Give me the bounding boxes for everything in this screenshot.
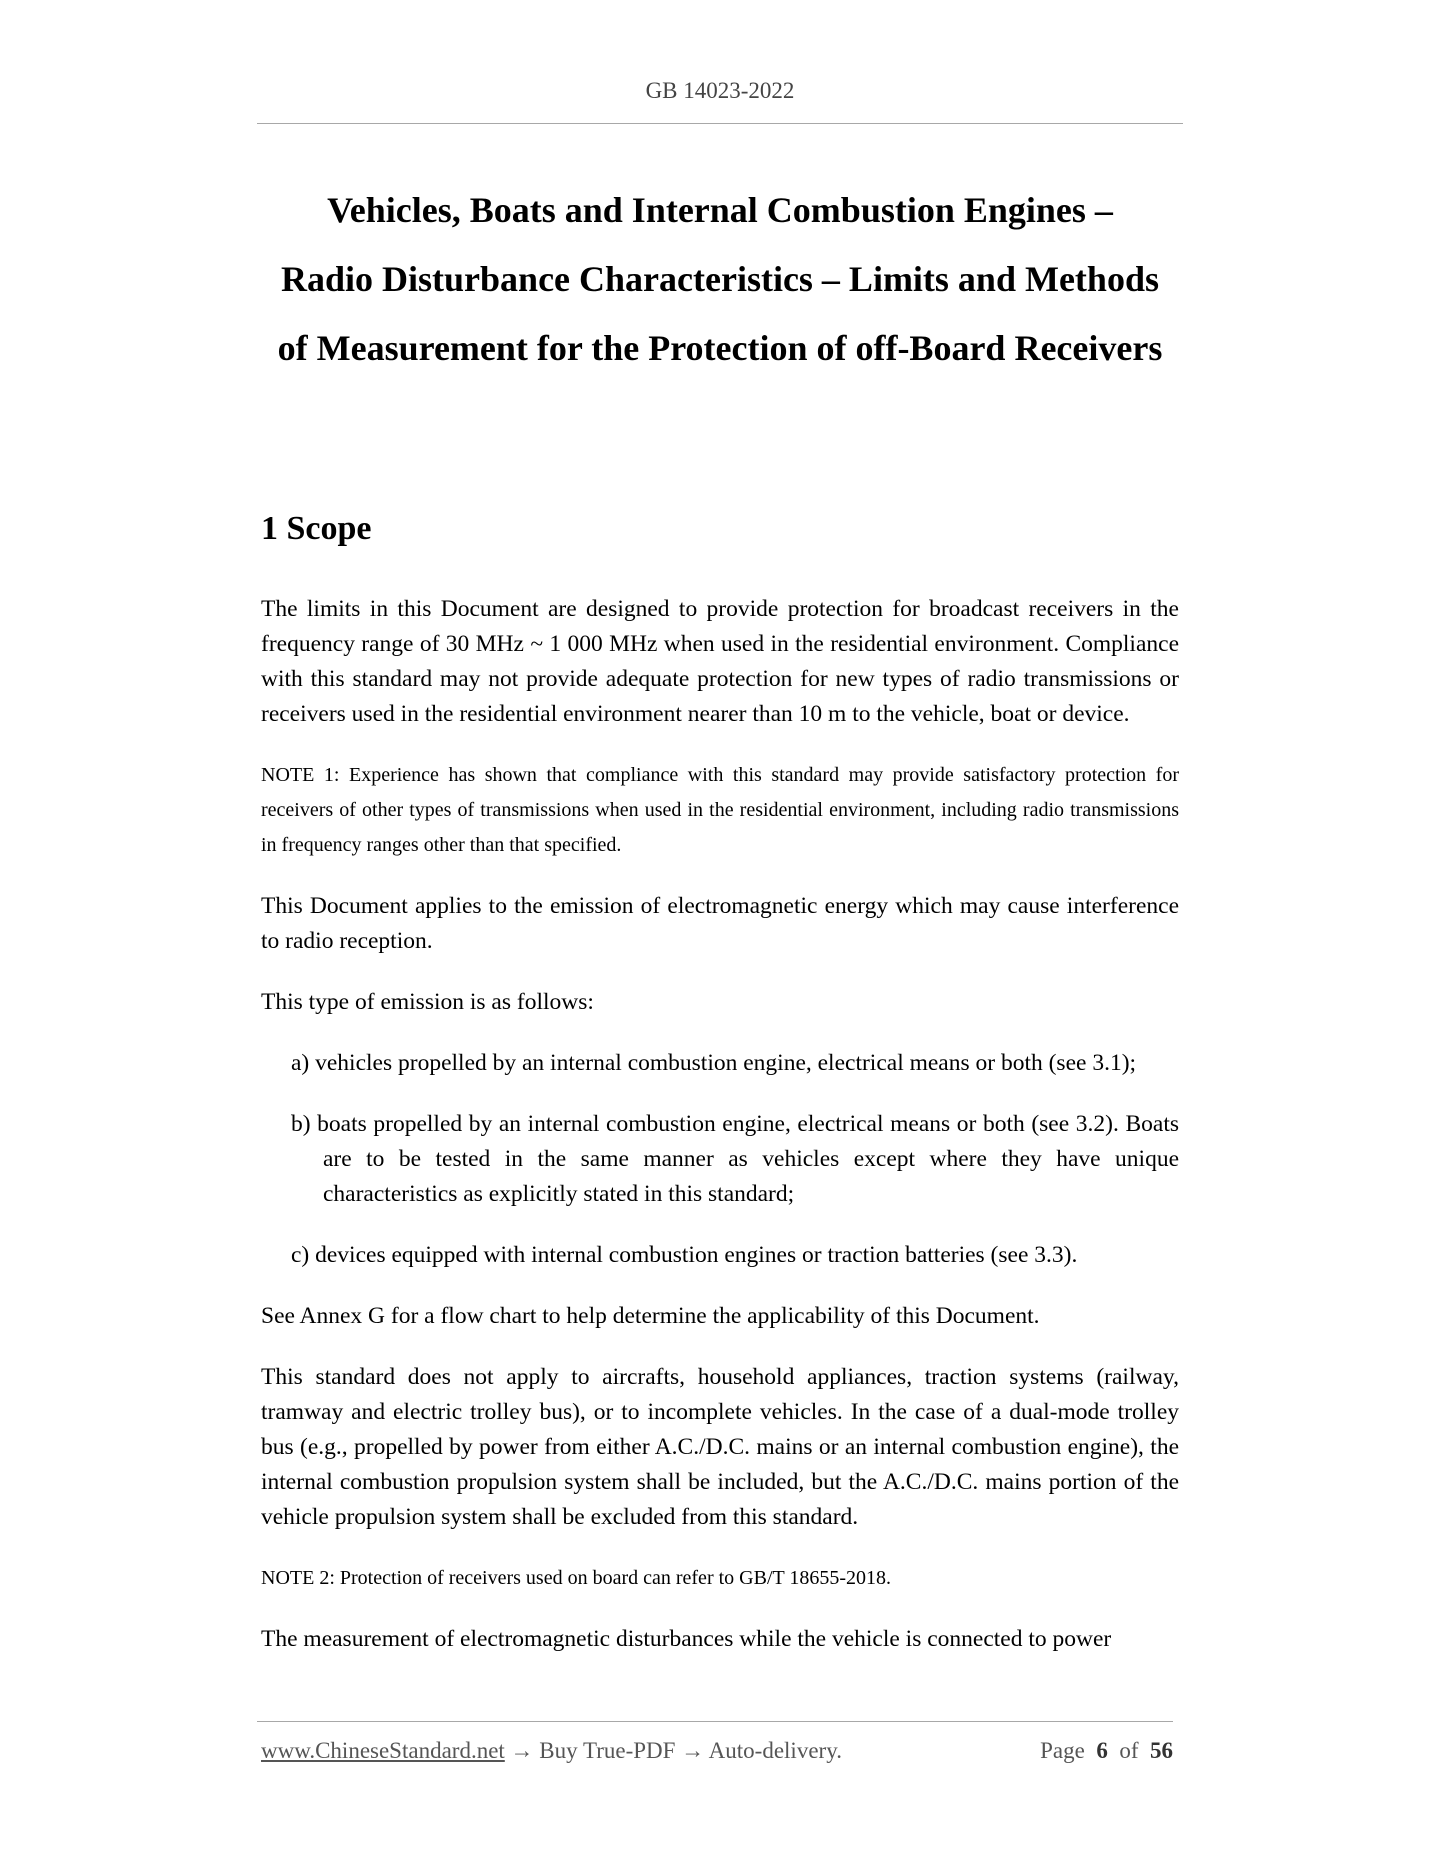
paragraph-limits: The limits in this Document are designed to provide protection for broadcast receivers in the frequency range of 30 MHz ~ 1 000 MHz when used in the residential environment. Compliance with this standard may not provide adequate protection for new types of radio transmissions or receivers used in the residential environment nearer than 10 m to the vehicle, boat or device. [261, 596, 1179, 727]
website-link[interactable]: www.ChineseStandard.net [261, 1738, 505, 1763]
note-2: NOTE 2: Protection of receivers used on board can refer to GB/T 18655-2018. [261, 1567, 892, 1589]
page-current: 6 [1096, 1738, 1108, 1763]
page-of: of [1119, 1738, 1139, 1763]
paragraph-annex-g: See Annex G for a flow chart to help determine the applicability of this Document. [261, 1303, 1040, 1329]
footer-divider [257, 1721, 1173, 1722]
arrow-right-icon: → [510, 1738, 534, 1763]
page-footer [261, 1738, 1173, 1764]
page-total: 56 [1150, 1738, 1173, 1763]
buy-pdf-text: Buy True-PDF [539, 1738, 676, 1763]
note-1: NOTE 1: Experience has shown that compliance with this standard may provide satisfactory protection for receivers of other types of transmissions when used in the residential environment, including radio transmissions in frequency ranges other than that specified. [261, 764, 1179, 856]
title-line-1: Vehicles, Boats and Internal Combustion Engines – [327, 190, 1113, 230]
auto-delivery-text: Auto-delivery. [708, 1738, 842, 1763]
page-label: Page [1040, 1738, 1085, 1763]
page-header [257, 78, 1183, 104]
title-line-2: Radio Disturbance Characteristics – Limits and Methods [281, 259, 1159, 299]
paragraph-emission-type: This type of emission is as follows: [261, 989, 594, 1015]
title-line-3: of Measurement for the Protection of off-Board Receivers [277, 328, 1163, 368]
section-heading-scope: 1 Scope [261, 510, 372, 547]
section-body [261, 592, 1179, 1683]
list-item-c: c) devices equipped with internal combustion engines or traction batteries (see 3.3). [291, 1242, 1078, 1268]
list-item-a: a) vehicles propelled by an internal combustion engine, electrical means or both (see 3.1); [291, 1050, 1137, 1076]
footer-promo [261, 1738, 842, 1764]
paragraph-exclusions: This standard does not apply to aircrafts, household appliances, traction systems (railway, tramway and electric trolley bus), or to incomplete vehicles. In the case of a dual-mode trolley bus (e.g., propelled by power from either A.C./D.C. mains or an internal combustion engine), the internal combustion propulsion system shall be included, but the A.C./D.C. mains portion of the vehicle propulsion system shall be excluded from this standard. [261, 1364, 1179, 1530]
header-divider [257, 123, 1183, 124]
standard-number: GB 14023-2022 [645, 78, 795, 103]
paragraph-measurement: The measurement of electromagnetic disturbances while the vehicle is connected to power [261, 1626, 1112, 1652]
list-item-b: b) boats propelled by an internal combustion engine, electrical means or both (see 3.2). Boats are to be tested in the same manner as vehicles except where they have unique characteristics as explicitly stated in this standard; [291, 1111, 1179, 1207]
paragraph-applies: This Document applies to the emission of electromagnetic energy which may cause interference to radio reception. [261, 893, 1179, 954]
document-title [257, 176, 1183, 383]
arrow-right-icon: → [681, 1738, 705, 1763]
page-number [1040, 1738, 1173, 1764]
